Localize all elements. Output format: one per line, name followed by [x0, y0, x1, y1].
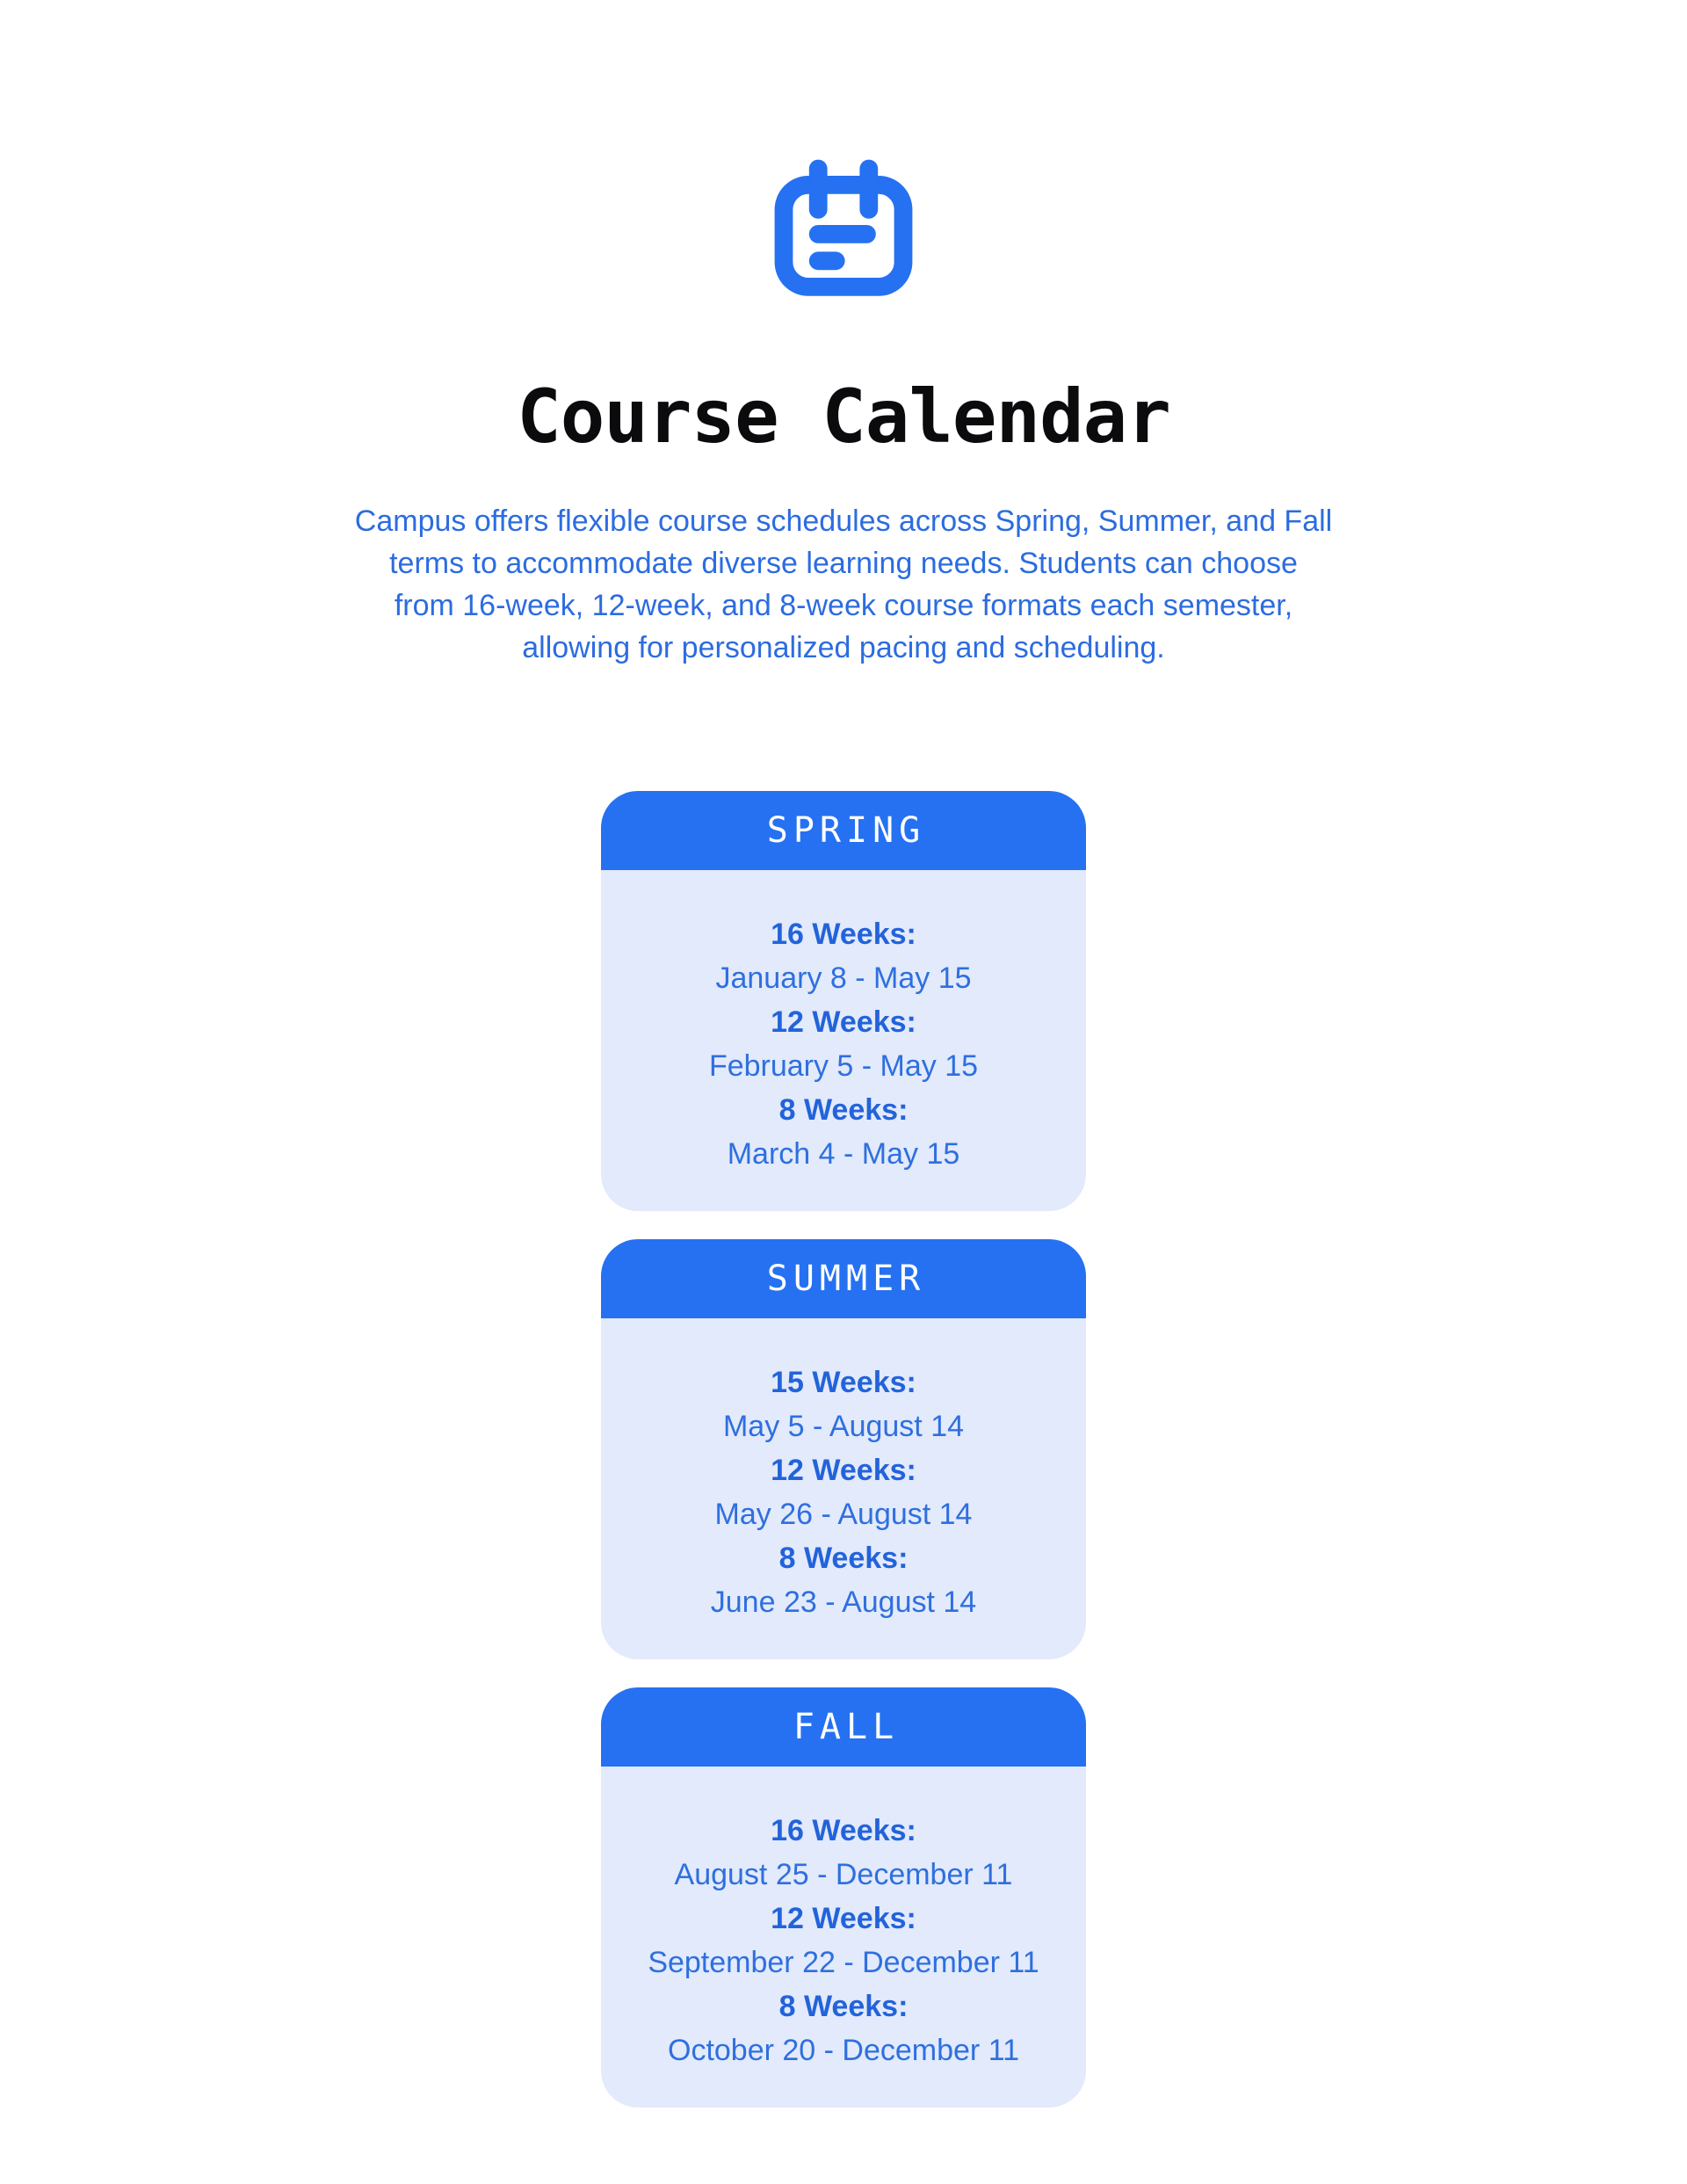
term-card-header [601, 791, 1086, 870]
term-card-header [601, 1239, 1086, 1318]
week-format-label: 12 Weeks: [771, 1454, 916, 1487]
description-line: from 16-week, 12-week, and 8-week course formats each semester, [394, 589, 1293, 622]
term-card-fall [601, 1687, 1086, 2108]
description-line: allowing for personalized pacing and scheduling. [522, 631, 1165, 664]
week-format-label: 12 Weeks: [771, 1902, 916, 1935]
term-name: SUMMER [766, 1259, 926, 1299]
page-title: Course Calendar [517, 374, 1170, 460]
calendar-icon [759, 151, 928, 306]
week-format-label: 8 Weeks: [778, 1990, 909, 2023]
date-range: March 4 - May 15 [727, 1137, 960, 1171]
date-range: August 25 - December 11 [674, 1858, 1013, 1891]
page-icon-wrap [0, 151, 1687, 306]
term-card-body [601, 1767, 1086, 2108]
date-range: September 22 - December 11 [648, 1946, 1039, 1979]
week-format-label: 16 Weeks: [771, 1814, 916, 1847]
date-range: May 26 - August 14 [714, 1498, 973, 1531]
date-range: February 5 - May 15 [708, 1049, 979, 1083]
page-description [228, 500, 1459, 669]
term-card-body [601, 870, 1086, 1211]
date-range: June 23 - August 14 [710, 1585, 977, 1619]
date-range: May 5 - August 14 [722, 1410, 965, 1443]
description-line: terms to accommodate diverse learning needs. Students can choose [389, 547, 1298, 580]
term-card-body [601, 1318, 1086, 1659]
week-format-label: 16 Weeks: [771, 918, 916, 951]
week-format-label: 8 Weeks: [778, 1542, 909, 1575]
term-name: FALL [793, 1707, 900, 1747]
week-format-label: 15 Weeks: [771, 1366, 916, 1399]
term-card-summer [601, 1239, 1086, 1659]
term-card-spring [601, 791, 1086, 1211]
week-format-label: 8 Weeks: [778, 1093, 909, 1127]
description-line: Campus offers flexible course schedules across Spring, Summer, and Fall [354, 504, 1333, 538]
week-format-label: 12 Weeks: [771, 1005, 916, 1039]
term-card-header [601, 1687, 1086, 1767]
term-name: SPRING [766, 810, 926, 851]
date-range: October 20 - December 11 [668, 2034, 1019, 2067]
date-range: January 8 - May 15 [715, 961, 972, 995]
